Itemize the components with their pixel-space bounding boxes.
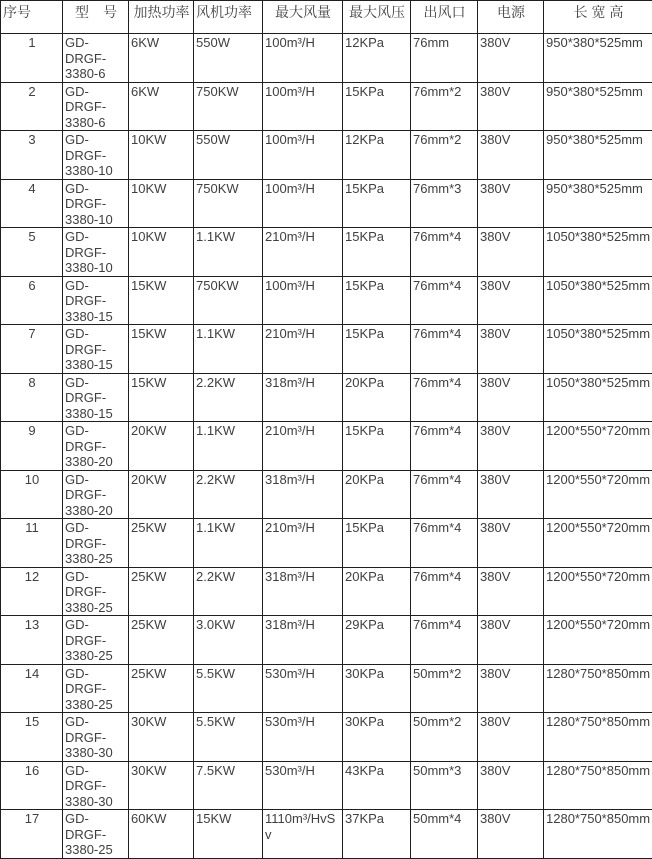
table-row: [1, 713, 652, 762]
table-cell: 76mm*4: [411, 373, 478, 422]
table-cell: 750KW: [194, 179, 263, 228]
table-cell: 20KPa: [343, 470, 411, 519]
table-cell: 11: [1, 519, 63, 568]
spec-table-body: [1, 34, 652, 859]
table-cell: 76mm*3: [411, 179, 478, 228]
table-row: [1, 567, 652, 616]
table-cell: 1050*380*525mm: [544, 228, 652, 277]
table-cell: 550W: [194, 131, 263, 180]
table-cell: 318m³/H: [263, 373, 343, 422]
table-cell: 76mm*4: [411, 325, 478, 374]
table-cell: 2.2KW: [194, 373, 263, 422]
table-cell: 76mm: [411, 34, 478, 83]
table-cell: 10KW: [129, 131, 194, 180]
table-cell: 950*380*525mm: [544, 82, 652, 131]
table-cell: 10KW: [129, 228, 194, 277]
table-cell: 1200*550*720mm: [544, 616, 652, 665]
table-cell: GD-DRGF-3380-25: [63, 567, 129, 616]
header-air-outlet: 出风口: [411, 1, 478, 34]
table-cell: 76mm*4: [411, 519, 478, 568]
table-cell: 100m³/H: [263, 179, 343, 228]
spec-table-header: [1, 1, 652, 34]
table-cell: 20KW: [129, 470, 194, 519]
table-cell: 14: [1, 664, 63, 713]
table-cell: 20KPa: [343, 567, 411, 616]
table-cell: 100m³/H: [263, 82, 343, 131]
table-cell: 2.2KW: [194, 567, 263, 616]
table-cell: 530m³/H: [263, 664, 343, 713]
table-cell: 17: [1, 810, 63, 859]
table-cell: 16: [1, 761, 63, 810]
table-cell: 76mm*2: [411, 131, 478, 180]
table-cell: 29KPa: [343, 616, 411, 665]
table-cell: 5.5KW: [194, 713, 263, 762]
table-cell: 3: [1, 131, 63, 180]
table-cell: 76mm*2: [411, 82, 478, 131]
table-cell: 15KPa: [343, 422, 411, 471]
table-cell: 7: [1, 325, 63, 374]
table-row: [1, 179, 652, 228]
table-cell: 100m³/H: [263, 276, 343, 325]
table-cell: 50mm*4: [411, 810, 478, 859]
table-cell: 15: [1, 713, 63, 762]
table-cell: 318m³/H: [263, 470, 343, 519]
table-row: [1, 276, 652, 325]
table-cell: 37KPa: [343, 810, 411, 859]
table-cell: 6KW: [129, 34, 194, 83]
table-cell: 1200*550*720mm: [544, 470, 652, 519]
table-cell: 210m³/H: [263, 422, 343, 471]
table-cell: 750KW: [194, 276, 263, 325]
table-cell: 13: [1, 616, 63, 665]
table-cell: 76mm*4: [411, 422, 478, 471]
table-row: [1, 82, 652, 131]
table-cell: 76mm*4: [411, 228, 478, 277]
header-max-air-pressure: 最大风压: [343, 1, 411, 34]
table-cell: 30KW: [129, 761, 194, 810]
table-cell: 1.1KW: [194, 422, 263, 471]
table-cell: 15KPa: [343, 276, 411, 325]
table-cell: 550W: [194, 34, 263, 83]
table-cell: GD-DRGF-3380-10: [63, 228, 129, 277]
table-cell: 15KW: [129, 325, 194, 374]
table-cell: 10: [1, 470, 63, 519]
table-cell: 530m³/H: [263, 713, 343, 762]
table-cell: 1280*750*850mm: [544, 810, 652, 859]
table-cell: GD-DRGF-3380-6: [63, 82, 129, 131]
table-cell: 60KW: [129, 810, 194, 859]
table-cell: 1280*750*850mm: [544, 713, 652, 762]
table-cell: 1.1KW: [194, 228, 263, 277]
table-cell: 1200*550*720mm: [544, 422, 652, 471]
table-cell: GD-DRGF-3380-30: [63, 713, 129, 762]
table-cell: 950*380*525mm: [544, 131, 652, 180]
table-cell: 100m³/H: [263, 131, 343, 180]
table-cell: 210m³/H: [263, 228, 343, 277]
table-cell: 12KPa: [343, 131, 411, 180]
table-cell: GD-DRGF-3380-30: [63, 761, 129, 810]
table-cell: 380V: [478, 616, 544, 665]
table-cell: 8: [1, 373, 63, 422]
table-cell: 5.5KW: [194, 664, 263, 713]
table-cell: 10KW: [129, 179, 194, 228]
table-cell: GD-DRGF-3380-25: [63, 664, 129, 713]
table-cell: 750KW: [194, 82, 263, 131]
table-cell: 15KPa: [343, 82, 411, 131]
table-row: [1, 664, 652, 713]
table-cell: 380V: [478, 470, 544, 519]
table-cell: 1200*550*720mm: [544, 567, 652, 616]
header-model: 型 号: [63, 1, 129, 34]
table-row: [1, 422, 652, 471]
table-cell: 30KPa: [343, 664, 411, 713]
table-cell: 1: [1, 34, 63, 83]
table-cell: 20KW: [129, 422, 194, 471]
table-cell: 30KW: [129, 713, 194, 762]
table-cell: 380V: [478, 567, 544, 616]
table-row: [1, 616, 652, 665]
table-cell: 380V: [478, 422, 544, 471]
table-cell: 3.0KW: [194, 616, 263, 665]
table-row: [1, 228, 652, 277]
table-cell: GD-DRGF-3380-25: [63, 810, 129, 859]
table-cell: 76mm*4: [411, 567, 478, 616]
table-cell: 76mm*4: [411, 276, 478, 325]
table-cell: 100m³/H: [263, 34, 343, 83]
header-serial-number: 序号: [1, 1, 63, 34]
table-cell: GD-DRGF-3380-10: [63, 131, 129, 180]
table-cell: 20KPa: [343, 373, 411, 422]
table-cell: 12KPa: [343, 34, 411, 83]
table-cell: 5: [1, 228, 63, 277]
table-cell: 15KPa: [343, 228, 411, 277]
table-cell: 380V: [478, 761, 544, 810]
table-cell: 50mm*3: [411, 761, 478, 810]
table-cell: 12: [1, 567, 63, 616]
header-fan-power: 风机功率: [194, 1, 263, 34]
table-row: [1, 470, 652, 519]
table-cell: 50mm*2: [411, 713, 478, 762]
table-row: [1, 325, 652, 374]
table-cell: 1280*750*850mm: [544, 761, 652, 810]
table-cell: 380V: [478, 373, 544, 422]
table-cell: GD-DRGF-3380-25: [63, 616, 129, 665]
table-cell: 43KPa: [343, 761, 411, 810]
table-cell: GD-DRGF-3380-20: [63, 470, 129, 519]
table-cell: 7.5KW: [194, 761, 263, 810]
table-cell: 380V: [478, 519, 544, 568]
table-cell: 4: [1, 179, 63, 228]
table-cell: 318m³/H: [263, 616, 343, 665]
table-cell: 15KPa: [343, 179, 411, 228]
table-cell: 50mm*2: [411, 664, 478, 713]
table-cell: 380V: [478, 131, 544, 180]
table-cell: 380V: [478, 179, 544, 228]
table-cell: 530m³/H: [263, 761, 343, 810]
table-cell: 950*380*525mm: [544, 34, 652, 83]
table-cell: 210m³/H: [263, 519, 343, 568]
table-cell: GD-DRGF-3380-6: [63, 34, 129, 83]
header-row: [1, 1, 652, 34]
table-cell: GD-DRGF-3380-15: [63, 373, 129, 422]
table-cell: 380V: [478, 713, 544, 762]
table-row: [1, 34, 652, 83]
table-cell: 25KW: [129, 616, 194, 665]
table-cell: GD-DRGF-3380-10: [63, 179, 129, 228]
table-cell: 30KPa: [343, 713, 411, 762]
table-cell: 380V: [478, 228, 544, 277]
table-cell: 25KW: [129, 567, 194, 616]
header-power-supply: 电源: [478, 1, 544, 34]
table-cell: 210m³/H: [263, 325, 343, 374]
table-cell: 1200*550*720mm: [544, 519, 652, 568]
table-cell: 6: [1, 276, 63, 325]
table-cell: GD-DRGF-3380-20: [63, 422, 129, 471]
table-cell: 9: [1, 422, 63, 471]
table-cell: 15KW: [129, 373, 194, 422]
table-row: [1, 519, 652, 568]
header-dimensions: 长 宽 高: [544, 1, 652, 34]
table-cell: 380V: [478, 34, 544, 83]
table-cell: 15KPa: [343, 325, 411, 374]
table-cell: 318m³/H: [263, 567, 343, 616]
table-cell: 380V: [478, 325, 544, 374]
table-cell: 76mm*4: [411, 616, 478, 665]
table-cell: 25KW: [129, 519, 194, 568]
table-row: [1, 373, 652, 422]
table-cell: 950*380*525mm: [544, 179, 652, 228]
table-cell: 2: [1, 82, 63, 131]
table-cell: 1280*750*850mm: [544, 664, 652, 713]
table-cell: 380V: [478, 664, 544, 713]
table-cell: 380V: [478, 810, 544, 859]
table-row: [1, 761, 652, 810]
table-cell: 1.1KW: [194, 519, 263, 568]
table-cell: GD-DRGF-3380-15: [63, 325, 129, 374]
table-cell: 6KW: [129, 82, 194, 131]
table-cell: GD-DRGF-3380-25: [63, 519, 129, 568]
table-cell: 15KW: [129, 276, 194, 325]
table-cell: 1050*380*525mm: [544, 373, 652, 422]
header-heating-power: 加热功率: [129, 1, 194, 34]
table-cell: 76mm*4: [411, 470, 478, 519]
table-cell: 380V: [478, 82, 544, 131]
table-cell: 380V: [478, 276, 544, 325]
table-cell: 25KW: [129, 664, 194, 713]
header-max-air-volume: 最大风量: [263, 1, 343, 34]
table-cell: 1110m³/HvSv: [263, 810, 343, 859]
table-cell: 1050*380*525mm: [544, 325, 652, 374]
table-cell: 1.1KW: [194, 325, 263, 374]
table-row: [1, 131, 652, 180]
table-cell: 2.2KW: [194, 470, 263, 519]
table-row: [1, 810, 652, 859]
table-cell: 15KPa: [343, 519, 411, 568]
table-cell: 1050*380*525mm: [544, 276, 652, 325]
table-cell: 15KW: [194, 810, 263, 859]
table-cell: GD-DRGF-3380-15: [63, 276, 129, 325]
